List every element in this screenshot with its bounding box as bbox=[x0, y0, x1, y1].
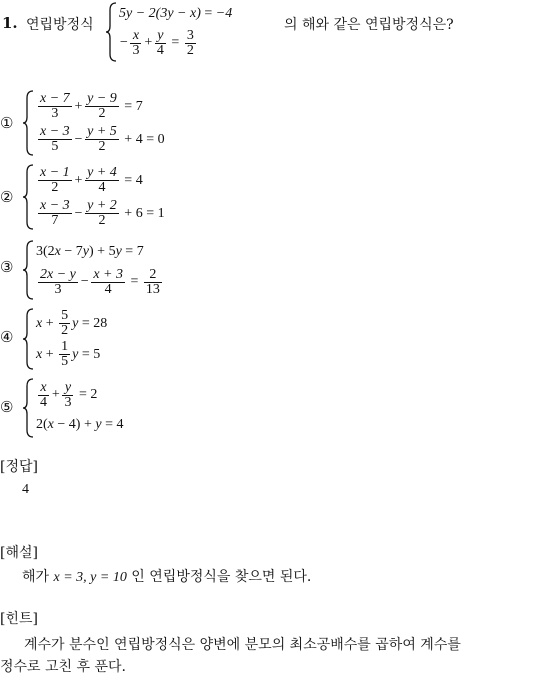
option-4[interactable] bbox=[0, 306, 260, 372]
problem-suffix: 의 해와 같은 연립방정식은? bbox=[284, 17, 454, 33]
option-mark: ③ bbox=[0, 258, 14, 276]
problem-prefix: 연립방정식 bbox=[26, 17, 94, 33]
option-1[interactable] bbox=[0, 88, 260, 160]
option-2[interactable] bbox=[0, 162, 260, 234]
hint-line-2: 정수로 고친 후 푼다. bbox=[0, 659, 126, 675]
option-eq1: $\frac{x}{4}$ + $\frac{y}{3}$ = 2 bbox=[40, 379, 98, 410]
left-brace-icon bbox=[22, 240, 34, 300]
option-5[interactable] bbox=[0, 376, 260, 440]
option-mark: ① bbox=[0, 114, 14, 132]
option-mark: ② bbox=[0, 188, 14, 206]
hint-header: [힌트] bbox=[0, 611, 38, 627]
problem-statement bbox=[2, 0, 532, 66]
explanation-math: x = 3, y = 10 bbox=[53, 570, 127, 585]
option-eq1: $\frac{x - 7}{3}$ + $\frac{y - 9}{2}$ = 7 bbox=[40, 91, 143, 121]
left-brace-icon bbox=[22, 378, 34, 438]
option-eq2: $\frac{x - 3}{5}$ − $\frac{y + 5}{2}$ + 4 = 0 bbox=[40, 124, 165, 154]
option-eq2: $\frac{2x - y}{3}$ − $\frac{x + 3}{4}$ = $\frac{2}{13}$ bbox=[40, 266, 160, 297]
answer-value: 4 bbox=[22, 482, 29, 497]
option-mark: ⑤ bbox=[0, 398, 14, 416]
option-3[interactable] bbox=[0, 238, 260, 302]
option-eq1: $\frac{x - 1}{2}$ + $\frac{y + 4}{4}$ = 4 bbox=[40, 165, 143, 195]
option-eq2: x + $\frac{1}{5}$ y = 5 bbox=[36, 339, 101, 369]
option-eq2: 2( x − 4) + y = 4 bbox=[36, 417, 124, 432]
option-eq2: $\frac{x - 3}{7}$ − $\frac{y + 2}{2}$ + 6 = 1 bbox=[40, 198, 165, 228]
hint-line-1: 계수가 분수인 연립방정식은 양변에 분모의 최소공배수를 곱하여 계수를 bbox=[24, 637, 461, 653]
option-mark: ④ bbox=[0, 328, 14, 346]
explanation-pre: 해가 bbox=[22, 569, 50, 585]
problem-number: 1. bbox=[2, 14, 18, 32]
explanation-post: 인 연립방정식을 찾으면 된다. bbox=[131, 569, 312, 585]
problem-system bbox=[105, 2, 232, 62]
option-eq1: 3(2 x − 7 y ) + 5 y = 7 bbox=[36, 244, 144, 259]
problem-eq1: 5 y − 2(3 y − x ) = −4 bbox=[119, 6, 233, 21]
problem-eq2: − $\frac{x}{3}$ + $\frac{y}{4}$ = $\frac{3}{2}$ bbox=[119, 27, 194, 58]
explanation-text bbox=[22, 566, 311, 586]
left-brace-icon bbox=[105, 2, 117, 62]
left-brace-icon bbox=[22, 164, 34, 230]
answer-header: [정답] bbox=[0, 459, 38, 475]
explanation-header: [해설] bbox=[0, 545, 38, 561]
left-brace-icon bbox=[22, 90, 34, 156]
left-brace-icon bbox=[22, 308, 34, 370]
option-eq1: x + $\frac{5}{2}$ y = 28 bbox=[36, 308, 108, 338]
